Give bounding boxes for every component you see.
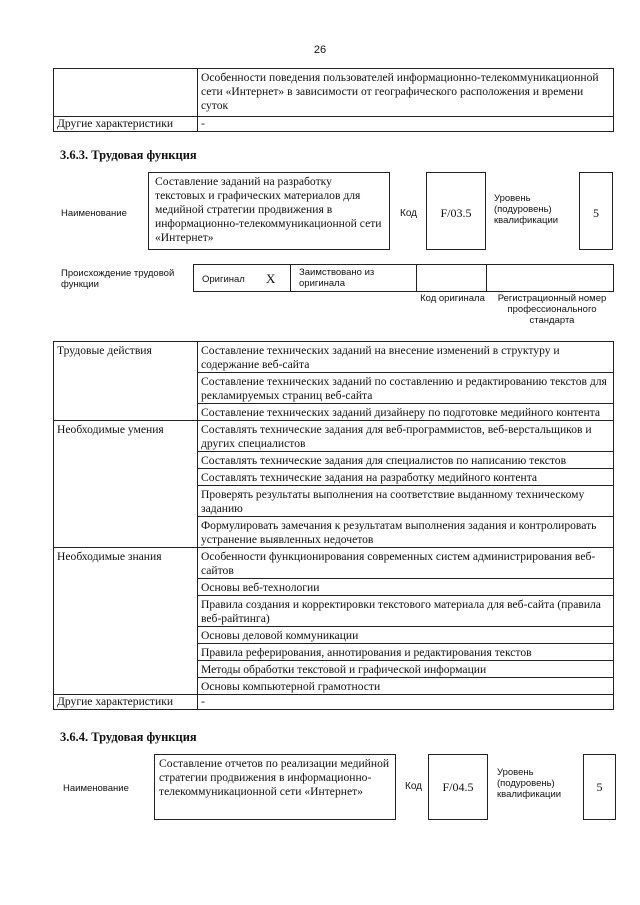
section-heading: 3.6.4. Трудовая функция [60, 730, 197, 744]
code-label: Код [400, 208, 418, 219]
table-cell: Особенности функционирования современных систем администрирования веб-сайтов [198, 548, 614, 579]
name-label: Наименование [63, 783, 129, 794]
group-label: Необходимые знания [54, 548, 198, 695]
table-cell [54, 69, 198, 117]
other-characteristics-value: - [198, 695, 614, 710]
table-row [54, 421, 614, 452]
original-checkmark: X [266, 271, 276, 286]
table-row [54, 69, 614, 117]
origin-label: Происхождение трудовой функции [61, 268, 175, 290]
table-row [54, 548, 614, 579]
function-name-box: Составление отчетов по реализации медийной стратегии продвижения в информационно-телекоммуникационной сети «Интернет» [154, 754, 396, 820]
table-cell: Основы компьютерной грамотности [198, 678, 614, 695]
table-cell: Основы веб-технологии [198, 579, 614, 596]
level-label: Уровень (подуровень) квалификации [494, 193, 559, 226]
table-row [54, 695, 614, 710]
code-original-label: Код оригинала [420, 293, 485, 304]
group-label: Трудовые действия [54, 342, 198, 421]
level-label: Уровень (подуровень) квалификации [497, 767, 562, 800]
section-heading: 3.6.3. Трудовая функция [60, 148, 197, 162]
table-cell: Составлять технические задания для специалистов по написанию текстов [198, 452, 614, 469]
other-characteristics-value: - [198, 117, 614, 132]
code-value-box: F/03.5 [426, 172, 486, 250]
table-cell: Формулировать замечания к результатам выполнения задания и контролировать устранение выявленных недочетов [198, 517, 614, 548]
original-label: Оригинал [202, 274, 245, 285]
table-cell: Правила реферирования, аннотирования и редактирования текстов [198, 644, 614, 661]
table-row [54, 342, 614, 373]
table-cell: Особенности поведения пользователей информационно-телекоммуникационной сети «Интернет» в зависимости от географического расположения и времени суток [198, 69, 614, 117]
page-number: 26 [313, 44, 327, 56]
code-label: Код [405, 781, 423, 792]
table-cell: Составление технических заданий дизайнеру по подготовке медийного контента [198, 404, 614, 421]
reg-number-label: Регистрационный номер профессионального стандарта [497, 293, 607, 326]
table-cell: Составление технических заданий по составлению и редактированию текстов для рекламируемых страниц веб-сайта [198, 373, 614, 404]
level-value-box: 5 [583, 754, 616, 820]
other-characteristics-label: Другие характеристики [54, 695, 198, 710]
borrowed-label: Заимствовано из оригинала [299, 267, 375, 289]
table-cell: Составление технических заданий на внесение изменений в структуру и содержание веб-сайта [198, 342, 614, 373]
function-name-box: Составление заданий на разработку текстовых и графических материалов для медийной стратегии продвижения в информационно-телекоммуникационной сети «Интернет» [148, 172, 390, 250]
main-table [53, 341, 614, 710]
table-row [54, 117, 614, 132]
table-cell: Проверять результаты выполнения на соответствие выданному техническому заданию [198, 486, 614, 517]
table-cell: Составлять технические задания для веб-программистов, веб-верстальщиков и других специалистов [198, 421, 614, 452]
table-cell: Основы деловой коммуникации [198, 627, 614, 644]
group-label: Необходимые умения [54, 421, 198, 548]
table-cell: Составлять технические задания на разработку медийного контента [198, 469, 614, 486]
table-cell: Методы обработки текстовой и графической информации [198, 661, 614, 678]
level-value-box: 5 [579, 172, 613, 250]
other-characteristics-label: Другие характеристики [54, 117, 198, 132]
code-value-box: F/04.5 [428, 754, 488, 820]
top-table [53, 68, 614, 132]
table-cell: Правила создания и корректировки текстового материала для веб-сайта (правила веб-райтинга) [198, 596, 614, 627]
name-label: Наименование [61, 208, 127, 219]
origin-row [193, 264, 614, 292]
